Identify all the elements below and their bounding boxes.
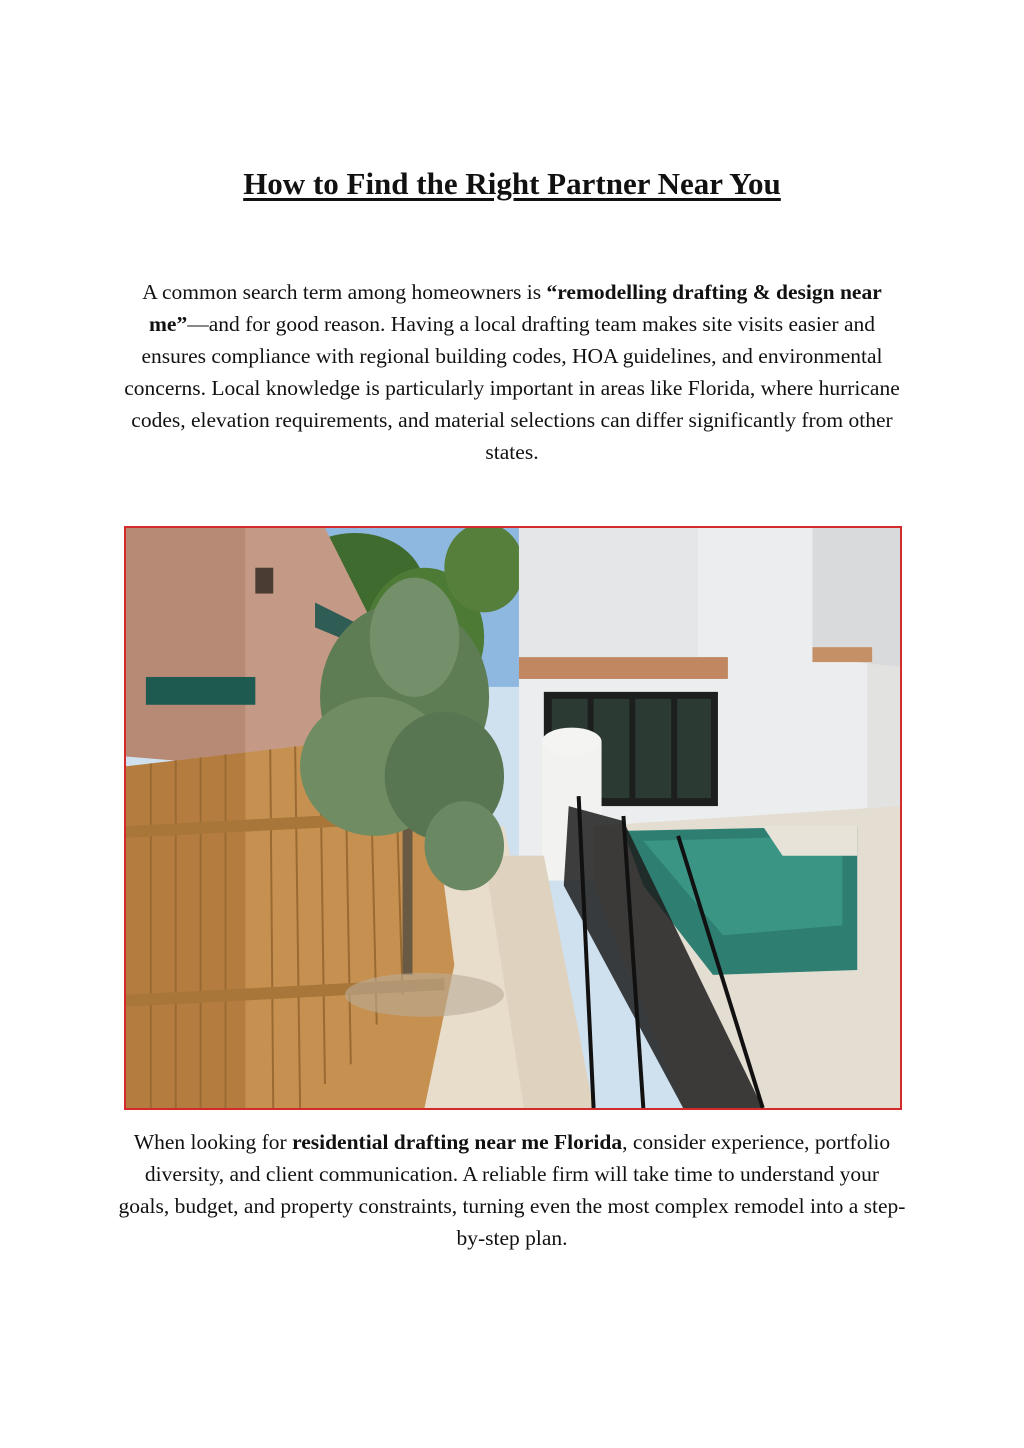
closing-paragraph bbox=[118, 1126, 906, 1254]
intro-text-end: —and for good reason. Having a local drafting team makes site visits easier and ensures compliance with regional building codes, HOA guidelines, and environmental concerns. Local knowledge is particularly important in areas like Florida, where hurricane codes, elevation requirements, and material selections can differ significantly from other states. bbox=[124, 312, 900, 464]
backyard-pool-photo bbox=[124, 526, 902, 1110]
photo-illustration bbox=[126, 528, 900, 1108]
closing-search-term: residential drafting near me Florida bbox=[292, 1130, 623, 1154]
intro-paragraph bbox=[118, 276, 906, 468]
intro-text-start: A common search term among homeowners is bbox=[142, 280, 547, 304]
page-title: How to Find the Right Partner Near You bbox=[243, 166, 781, 201]
closing-text-end: , consider experience, portfolio diversity, and client communication. A reliable firm will take time to understand your goals, budget, and property constraints, turning even the most complex remodel into a step-by-step plan. bbox=[118, 1130, 906, 1250]
closing-text-start: When looking for bbox=[133, 1130, 293, 1154]
intro-search-term: “remodelling drafting & design near me” bbox=[149, 280, 882, 336]
